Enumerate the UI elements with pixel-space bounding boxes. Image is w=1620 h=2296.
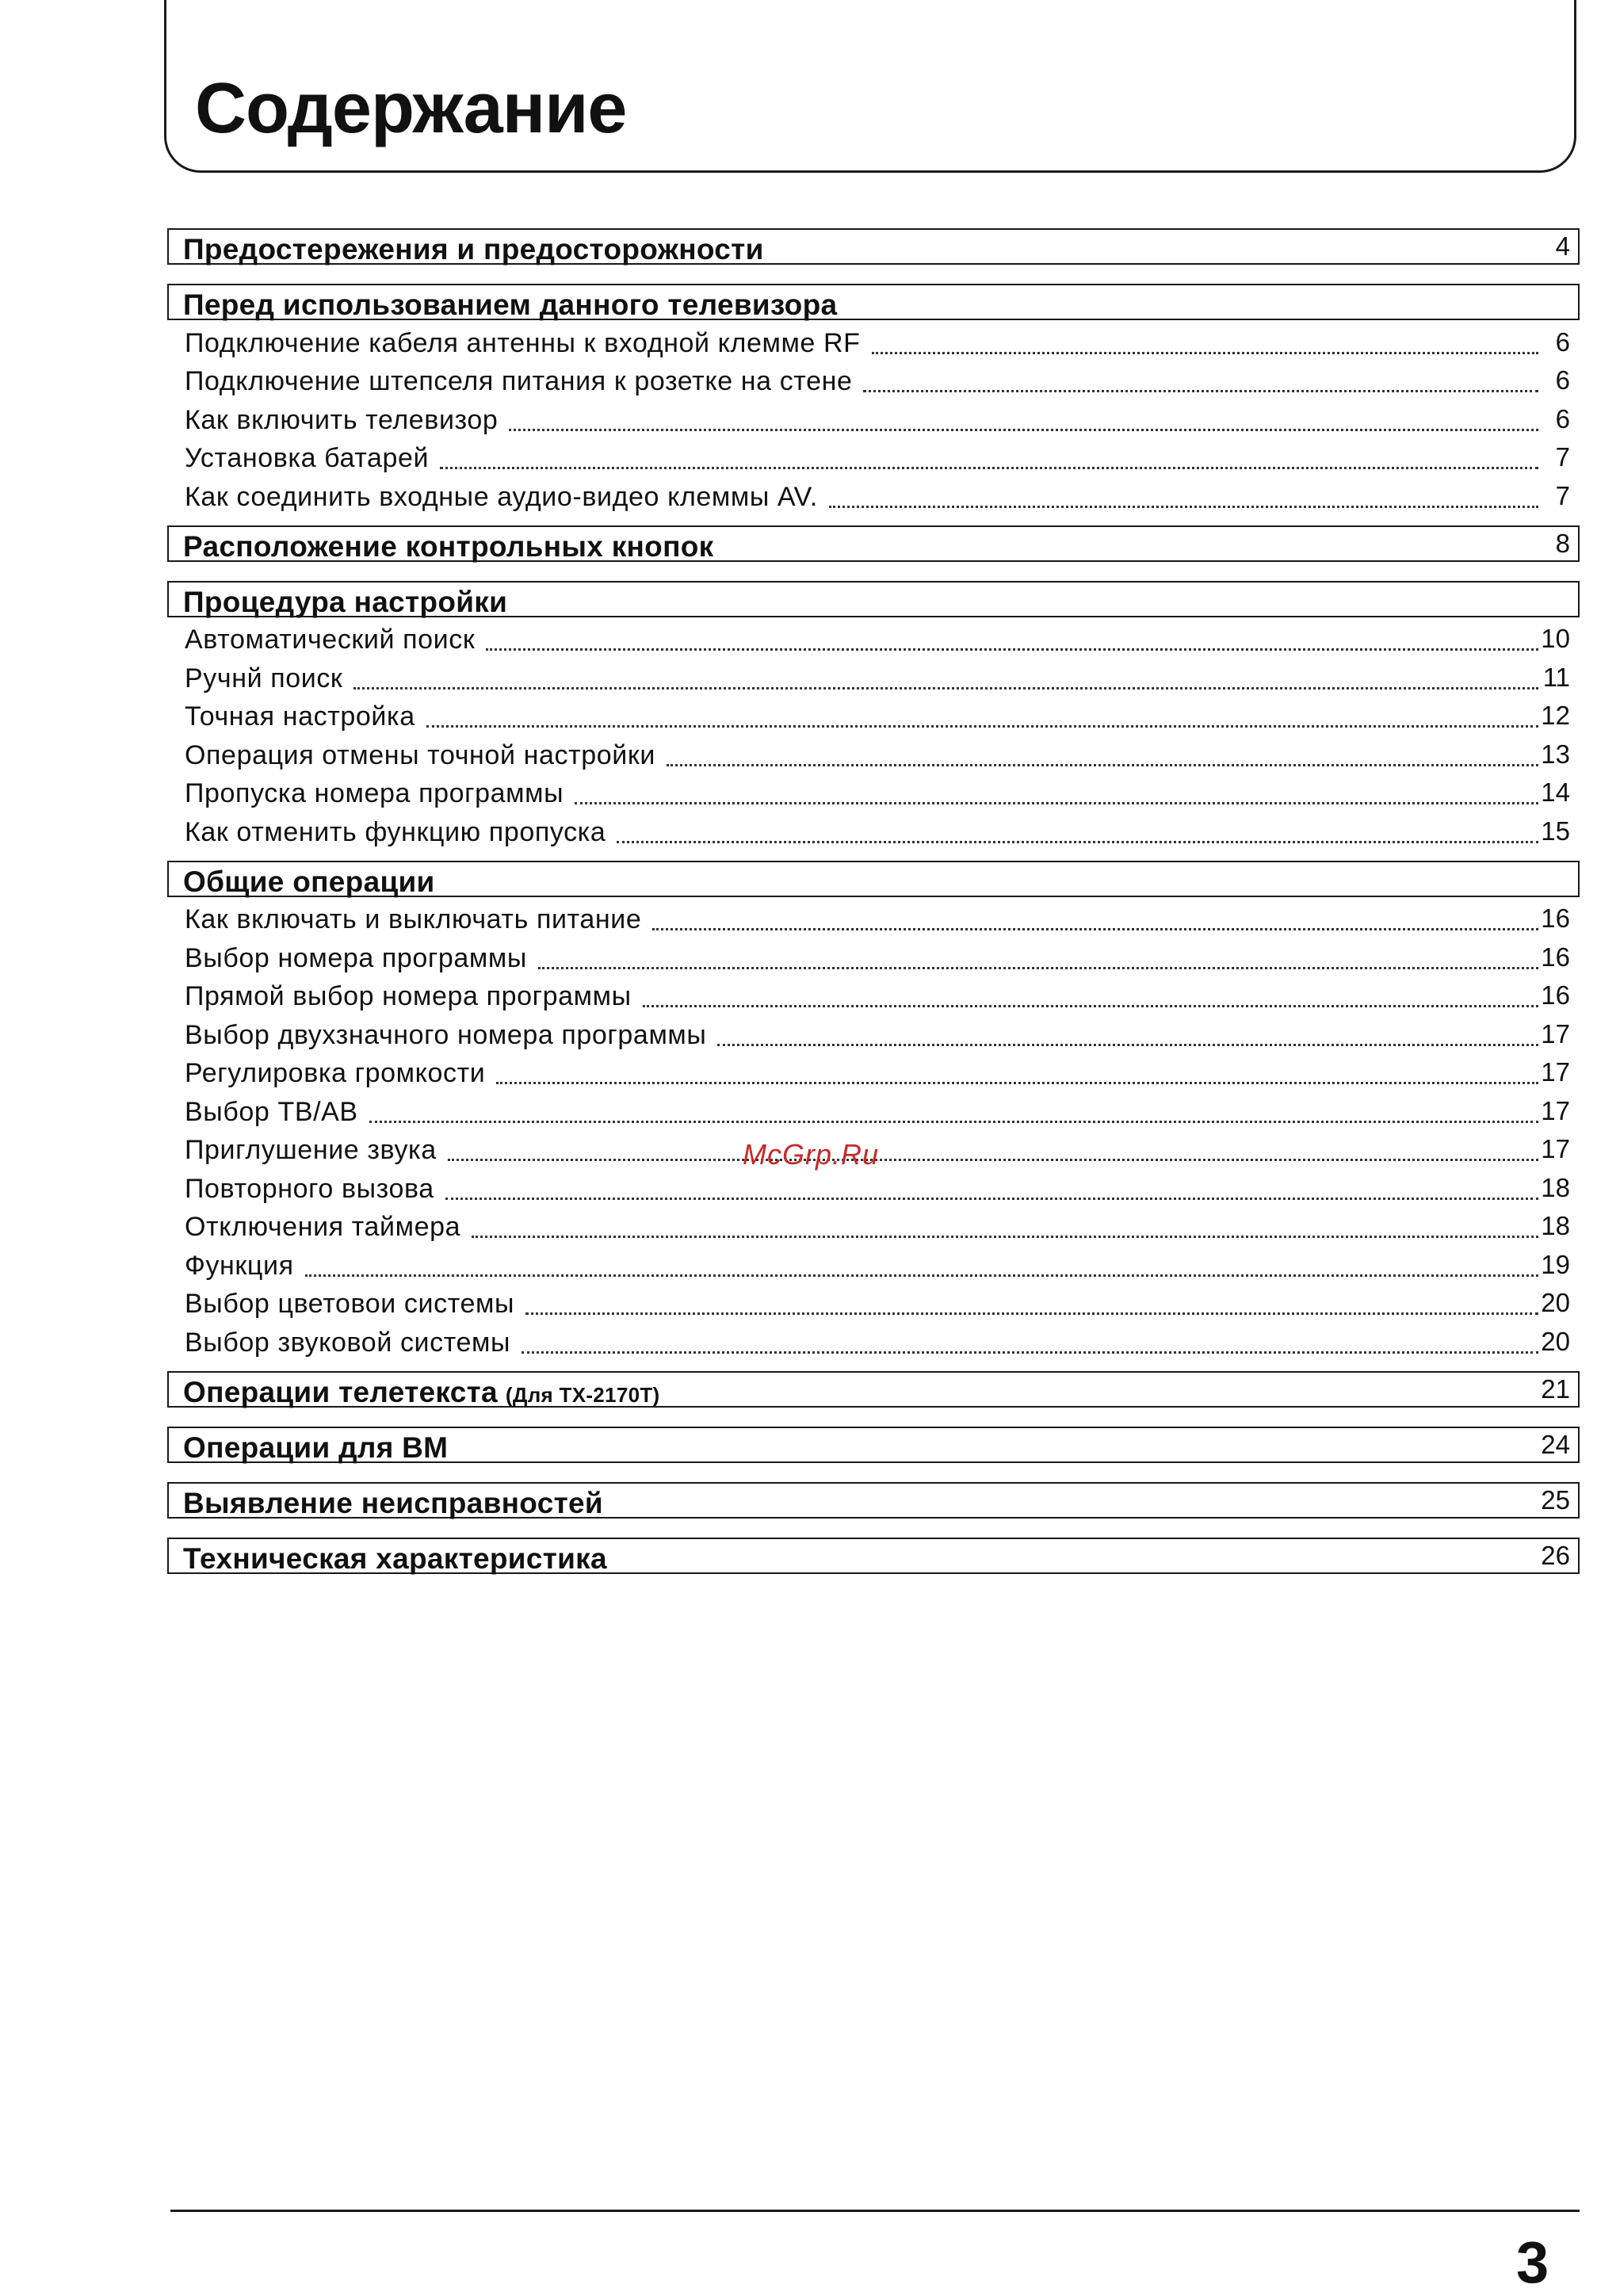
section-title: [183, 530, 713, 563]
section-header[interactable]: [167, 1427, 1580, 1463]
toc-entry-title: Выбор номера программы: [185, 942, 527, 973]
toc-entry-title: Операция отмены точной настройки: [185, 739, 655, 770]
section-header[interactable]: [167, 1482, 1580, 1519]
toc-entry-title: Функция: [185, 1250, 294, 1281]
toc-entry-page: 20: [1541, 1288, 1570, 1317]
section-title-text: Операции телетекста: [183, 1375, 498, 1408]
section-title-text: Расположение контрольных кнопок: [183, 529, 714, 563]
toc-entry-title: Повторного вызова: [185, 1173, 434, 1204]
toc-entry-title: Выбор двухзначного номера программы: [185, 1019, 707, 1050]
section-title-text: Перед использованием данного телевизора: [183, 288, 838, 321]
section-title: [183, 288, 837, 322]
toc-entry-page: 15: [1541, 816, 1570, 846]
toc-entry-title: Точная настройка: [185, 701, 415, 732]
toc-entry[interactable]: [167, 1286, 1580, 1325]
section-title-text: Общие операции: [183, 865, 435, 898]
section-entries: [167, 622, 1580, 853]
toc-entry-title: Подключение кабеля антенны к входной клемме RF: [185, 327, 861, 358]
dot-leader: [305, 1274, 1538, 1277]
toc-entry[interactable]: [167, 1247, 1580, 1286]
toc-entry[interactable]: [167, 622, 1580, 661]
section-title: [183, 233, 764, 266]
toc-entry-page: 7: [1555, 442, 1570, 472]
toc-entry[interactable]: [167, 1056, 1580, 1095]
toc-entry-page: 16: [1541, 942, 1570, 972]
toc-entry-page: 13: [1541, 739, 1570, 769]
toc-entry-page: 17: [1541, 1018, 1570, 1049]
toc-entry-title: Как соединить входные аудио-видео клеммы AV.: [185, 481, 818, 512]
dot-leader: [448, 1159, 1538, 1161]
watermark: McGrp.Ru: [743, 1138, 880, 1171]
toc-entry[interactable]: [167, 979, 1580, 1018]
toc-entry-page: 10: [1541, 624, 1570, 653]
toc-entry-title: Выбор ТВ/АВ: [185, 1096, 358, 1127]
toc-entry-title: Пропуска номера программы: [185, 778, 564, 808]
section-header[interactable]: [167, 1371, 1580, 1408]
section-page-number: 26: [1541, 1540, 1570, 1570]
dot-leader: [353, 687, 1538, 690]
dot-leader: [522, 1351, 1538, 1354]
section-header[interactable]: [167, 1538, 1580, 1574]
section-gap: [167, 1519, 1580, 1538]
toc-entry-page: 18: [1541, 1172, 1570, 1202]
toc-entry-title: Подключение штепселя питания к розетке на стене: [185, 366, 853, 396]
dot-leader: [472, 1236, 1538, 1238]
toc-entry[interactable]: [167, 1094, 1580, 1133]
dot-leader: [496, 1082, 1538, 1084]
section-header[interactable]: [167, 525, 1580, 562]
toc-entry[interactable]: [167, 737, 1580, 776]
toc-entry-title: Отключения таймера: [185, 1212, 461, 1242]
section-note: (Для TX-2170T): [505, 1382, 660, 1407]
toc-entry[interactable]: [167, 940, 1580, 979]
section-gap: [167, 1463, 1580, 1482]
section-title-text: Процедура настройки: [183, 585, 508, 618]
toc-entry[interactable]: [167, 479, 1580, 518]
toc-entry-title: Как включать и выключать питание: [185, 904, 642, 934]
dot-leader: [426, 725, 1538, 728]
toc-entry-page: 18: [1541, 1211, 1570, 1240]
toc-entry[interactable]: [167, 776, 1580, 815]
toc-entry[interactable]: [167, 1017, 1580, 1056]
dot-leader: [617, 841, 1538, 843]
dot-leader: [872, 352, 1538, 354]
dot-leader: [652, 928, 1538, 930]
toc-entry-page: 6: [1555, 403, 1570, 434]
toc-entry-page: 11: [1542, 662, 1570, 692]
section-gap: [167, 1408, 1580, 1427]
toc-entry-title: Приглушение звука: [185, 1135, 437, 1165]
toc-entry-page: 14: [1541, 777, 1570, 807]
toc-entry-page: 20: [1541, 1326, 1570, 1356]
toc-entry[interactable]: [167, 660, 1580, 699]
section-title: [183, 1431, 448, 1465]
toc-entry-title: Автоматический поиск: [185, 625, 476, 655]
section-page-number: 21: [1541, 1373, 1570, 1404]
section-entries: [167, 325, 1580, 518]
toc-entry[interactable]: [167, 1324, 1580, 1363]
dot-leader: [643, 1005, 1538, 1007]
toc-entry-page: 19: [1541, 1249, 1570, 1279]
section-page-number: 25: [1541, 1484, 1570, 1515]
section-title: [183, 586, 507, 619]
toc-entry-title: Установка батарей: [185, 443, 430, 473]
toc-entry[interactable]: [167, 814, 1580, 853]
toc-entry-title: Как включить телевизор: [185, 404, 499, 435]
page-title: Содержание: [195, 69, 627, 148]
page-number: 3: [1516, 2229, 1549, 2295]
dot-leader: [667, 764, 1538, 766]
section-title: [183, 1376, 659, 1409]
section-header[interactable]: [167, 581, 1580, 617]
toc-entry-page: 17: [1541, 1134, 1570, 1163]
section-page-number: 24: [1541, 1429, 1570, 1459]
toc-entry[interactable]: [167, 1209, 1580, 1248]
section-title: [183, 1487, 603, 1520]
dot-leader: [369, 1121, 1538, 1123]
toc-entry-page: 16: [1541, 980, 1570, 1010]
toc-entry-page: 16: [1541, 904, 1570, 933]
toc-entry-page: 7: [1555, 480, 1570, 510]
dot-leader: [440, 467, 1538, 469]
toc-entry-page: 6: [1555, 327, 1570, 357]
toc-entry-title: Прямой выбор номера программы: [185, 981, 632, 1011]
table-of-contents: [167, 228, 1580, 1593]
toc-entry[interactable]: [167, 364, 1580, 403]
toc-entry-title: Выбор цветовои системы: [185, 1289, 515, 1319]
dot-leader: [445, 1198, 1538, 1200]
toc-entry[interactable]: [167, 325, 1580, 364]
toc-entry-page: 17: [1541, 1057, 1570, 1087]
dot-leader: [863, 390, 1538, 392]
section-page-number: 4: [1555, 231, 1570, 261]
section-page-number: 8: [1555, 528, 1570, 558]
section-title-text: Операции для ВМ: [183, 1431, 449, 1464]
toc-entry[interactable]: [167, 699, 1580, 738]
toc-entry-title: Выбор звуковой системы: [185, 1327, 511, 1358]
section-gap: [167, 265, 1580, 284]
toc-entry-page: 6: [1555, 365, 1570, 395]
toc-entry[interactable]: [167, 441, 1580, 479]
dot-leader: [717, 1044, 1538, 1046]
toc-entry[interactable]: [167, 402, 1580, 441]
toc-entry[interactable]: [167, 1171, 1580, 1209]
toc-entry-title: Ручнй поиск: [185, 663, 343, 693]
section-title-text: Предостережения и предосторожности: [183, 233, 764, 266]
dot-leader: [829, 506, 1538, 508]
dot-leader: [525, 1312, 1538, 1315]
dot-leader: [575, 802, 1538, 804]
dot-leader: [538, 967, 1538, 969]
toc-entry-title: Регулировка громкости: [185, 1058, 486, 1088]
toc-entry-title: Как отменить функцию пропуска: [185, 816, 606, 847]
section-title: [183, 1542, 607, 1576]
section-title: [183, 865, 435, 899]
section-title-text: Выявление неисправностей: [183, 1486, 603, 1519]
section-header[interactable]: [167, 284, 1580, 320]
footer-rule: [170, 2210, 1580, 2212]
toc-entry-page: 17: [1541, 1095, 1570, 1125]
section-gap: [167, 1574, 1580, 1593]
section-header[interactable]: [167, 861, 1580, 897]
section-entries: [167, 902, 1580, 1363]
toc-entry[interactable]: [167, 902, 1580, 941]
toc-entry-page: 12: [1541, 701, 1570, 730]
section-title-text: Техническая характеристика: [183, 1541, 607, 1575]
section-gap: [167, 562, 1580, 581]
dot-leader: [486, 648, 1538, 651]
section-header[interactable]: [167, 228, 1580, 265]
dot-leader: [509, 429, 1538, 431]
